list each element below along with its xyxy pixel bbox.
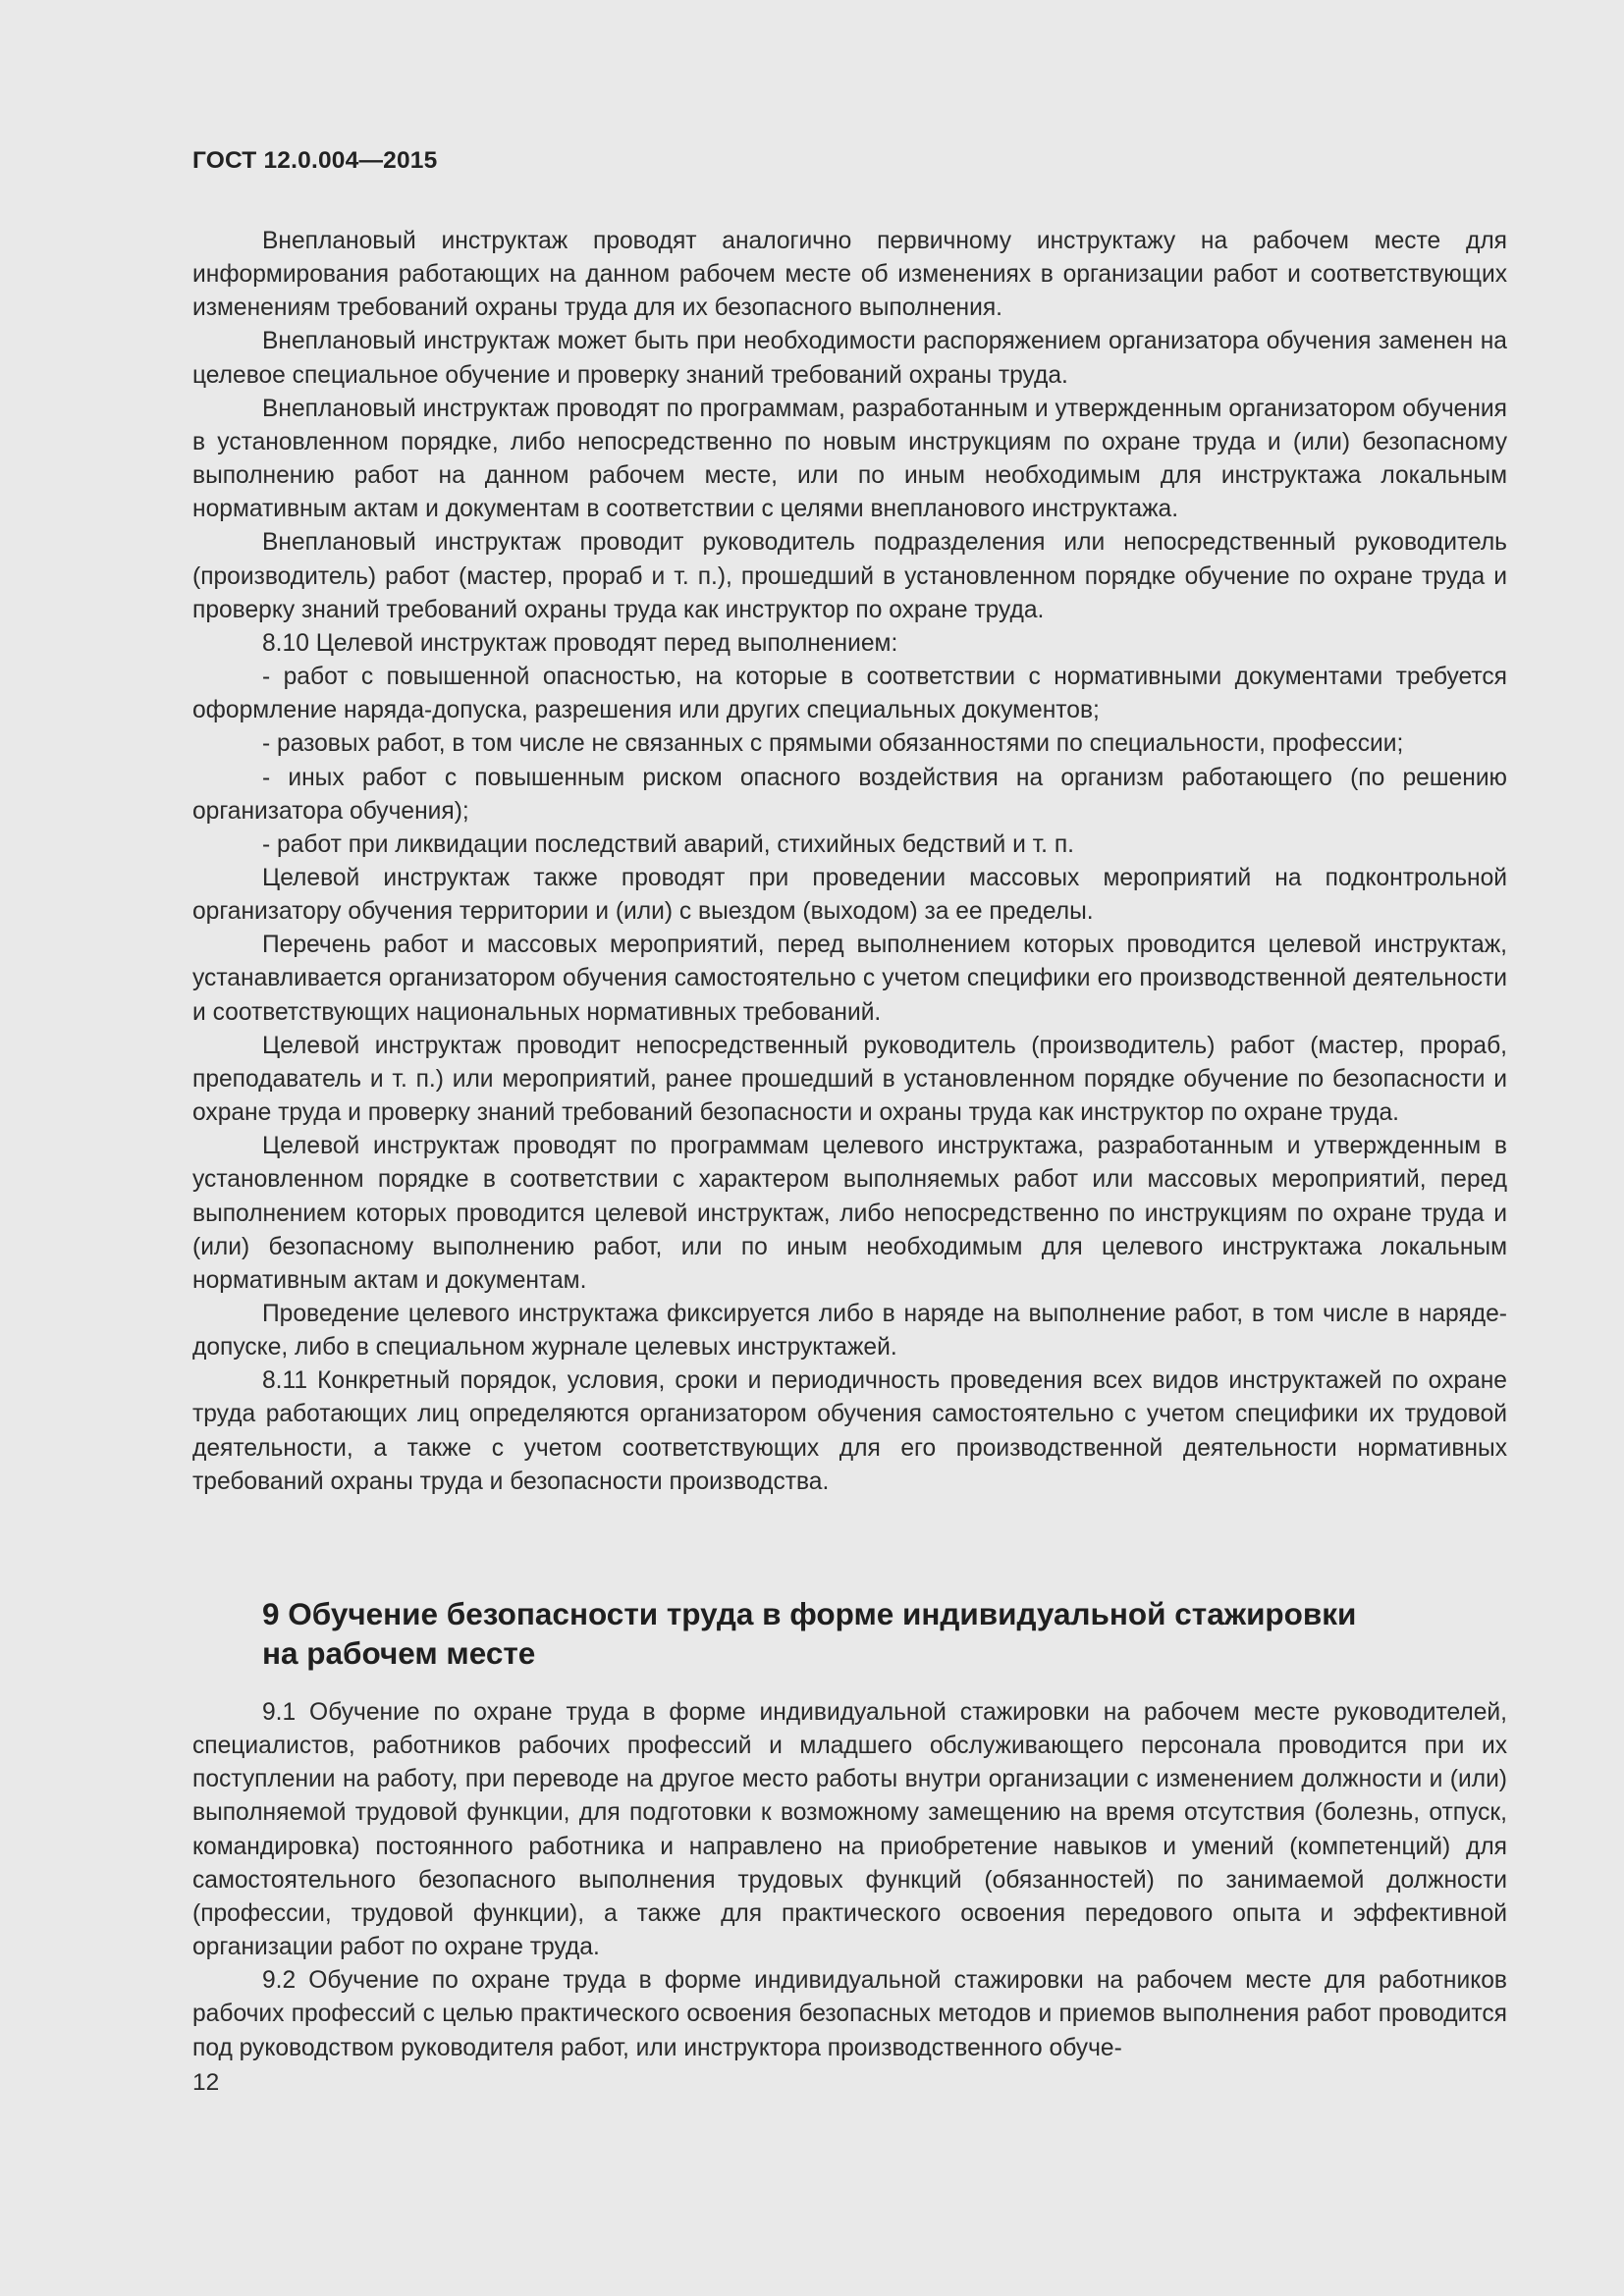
list-item: - иных работ с повышенным риском опасного воздействия на организм работающего (по решению организатора обучения); xyxy=(192,764,1507,825)
section-9-heading xyxy=(262,1594,1440,1673)
page-number: 12 xyxy=(192,2069,220,2096)
list-item: - работ при ликвидации последствий аварий, стихийных бедствий и т. п. xyxy=(262,830,1074,858)
clause-9-2: 9.2 Обучение по охране труда в форме индивидуальной стажировки на рабочем месте для работников рабочих профессий с целью практического освоения безопасных методов и приемов выполнения работ проводится под руководством руководителя работ, или инструктора производственного обуче- xyxy=(192,1967,1507,2061)
section-9-heading-line-2: на рабочем месте xyxy=(262,1635,536,1671)
paragraph: Целевой инструктаж также проводят при проведении массовых мероприятий на подконтрольной организатору обучения территории и (или) с выездом (выходом) за ее пределы. xyxy=(192,864,1507,926)
list-item: - разовых работ, в том числе не связанных с прямыми обязанностями по специальности, профессии; xyxy=(262,730,1404,758)
clause-9-1: 9.1 Обучение по охране труда в форме индивидуальной стажировки на рабочем месте руководителей, специалистов, работников рабочих профессий и младшего обслуживающего персонала проводится при их поступлении на работу, при переводе на другое место работы внутри организации с изменением должности и (или) выполняемой трудовой функции, для подготовки к возможному замещению на время отсутствия (болезнь, отпуск, командировка) постоянного работника и направлено на приобретение навыков и умений (компетенций) для самостоятельного безопасного выполнения трудовых функций (обязанностей) по занимаемой должности (профессии, трудовой функции), а также для практического освоения передового опыта и эффективной организации работ по охране труда. xyxy=(192,1699,1507,1961)
clause-8-10: 8.10 Целевой инструктаж проводят перед выполнением: xyxy=(262,629,898,657)
paragraph: Внеплановый инструктаж проводят по программам, разработанным и утвержденным организатором обучения в установленном порядке, либо непосредственно по новым инструкциям по охране труда и (или) безопасному выполнению работ на данном рабочем месте, или по иным необходимым для инструктажа локальным нормативным актам и документам в соответствии с целями внепланового инструктажа. xyxy=(192,395,1507,523)
section-8-body xyxy=(192,225,1507,1499)
paragraph: Проведение целевого инструктажа фиксируется либо в наряде на выполнение работ, в том числе в наряде-допуске, либо в специальном журнале целевых инструктажей. xyxy=(192,1301,1507,1362)
clause-8-11: 8.11 Конкретный порядок, условия, сроки и периодичность проведения всех видов инструктажей по охране труда работающих лиц определяются организатором обучения самостоятельно с учетом специфики их трудовой деятельности, а также с учетом соответствующих для его производственной деятельности нормативных требований охраны труда и безопасности производства. xyxy=(192,1367,1507,1495)
paragraph: Перечень работ и массовых мероприятий, перед выполнением которых проводится целевой инструктаж, устанавливается организатором обучения самостоятельно с учетом специфики его производственной деятельности и соответствующих национальных нормативных требований. xyxy=(192,932,1507,1026)
paragraph: Внеплановый инструктаж проводят аналогично первичному инструктажу на рабочем месте для информирования работающих на данном рабочем месте об изменениях в организации работ и соответствующих изменениям требований охраны труда для их безопасного выполнения. xyxy=(192,228,1507,322)
section-9-heading-line-1: 9 Обучение безопасности труда в форме индивидуальной стажировки xyxy=(262,1596,1357,1631)
paragraph: Целевой инструктаж проводит непосредственный руководитель (производитель) работ (мастер, прораб, преподаватель и т. п.) или мероприятий, ранее прошедший в установленном порядке обучение по безопасности и охране труда и проверку знаний требований безопасности и охраны труда как инструктор по охране труда. xyxy=(192,1032,1507,1127)
paragraph: Целевой инструктаж проводят по программам целевого инструктажа, разработанным и утвержденным в установленном порядке в соответствии с характером выполняемых работ или массовых мероприятий, перед выполнением которых проводится целевой инструктаж, либо непосредственно по инструкциям по охране труда и (или) безопасному выполнению работ, или по иным необходимым для целевого инструктажа локальным нормативным актам и документам. xyxy=(192,1133,1507,1294)
document-code-header: ГОСТ 12.0.004—2015 xyxy=(192,147,438,174)
paragraph: Внеплановый инструктаж проводит руководитель подразделения или непосредственный руководитель (производитель) работ (мастер, прораб и т. п.), прошедший в установленном порядке обучение по охране труда и проверку знаний требований охраны труда как инструктор по охране труда. xyxy=(192,529,1507,623)
section-9-body xyxy=(192,1696,1507,2065)
paragraph: Внеплановый инструктаж может быть при необходимости распоряжением организатора обучения заменен на целевое специальное обучение и проверку знаний требований охраны труда. xyxy=(192,328,1507,389)
list-item: - работ с повышенной опасностью, на которые в соответствии с нормативными документами требуется оформление наряда-допуска, разрешения или других специальных документов; xyxy=(192,664,1507,724)
